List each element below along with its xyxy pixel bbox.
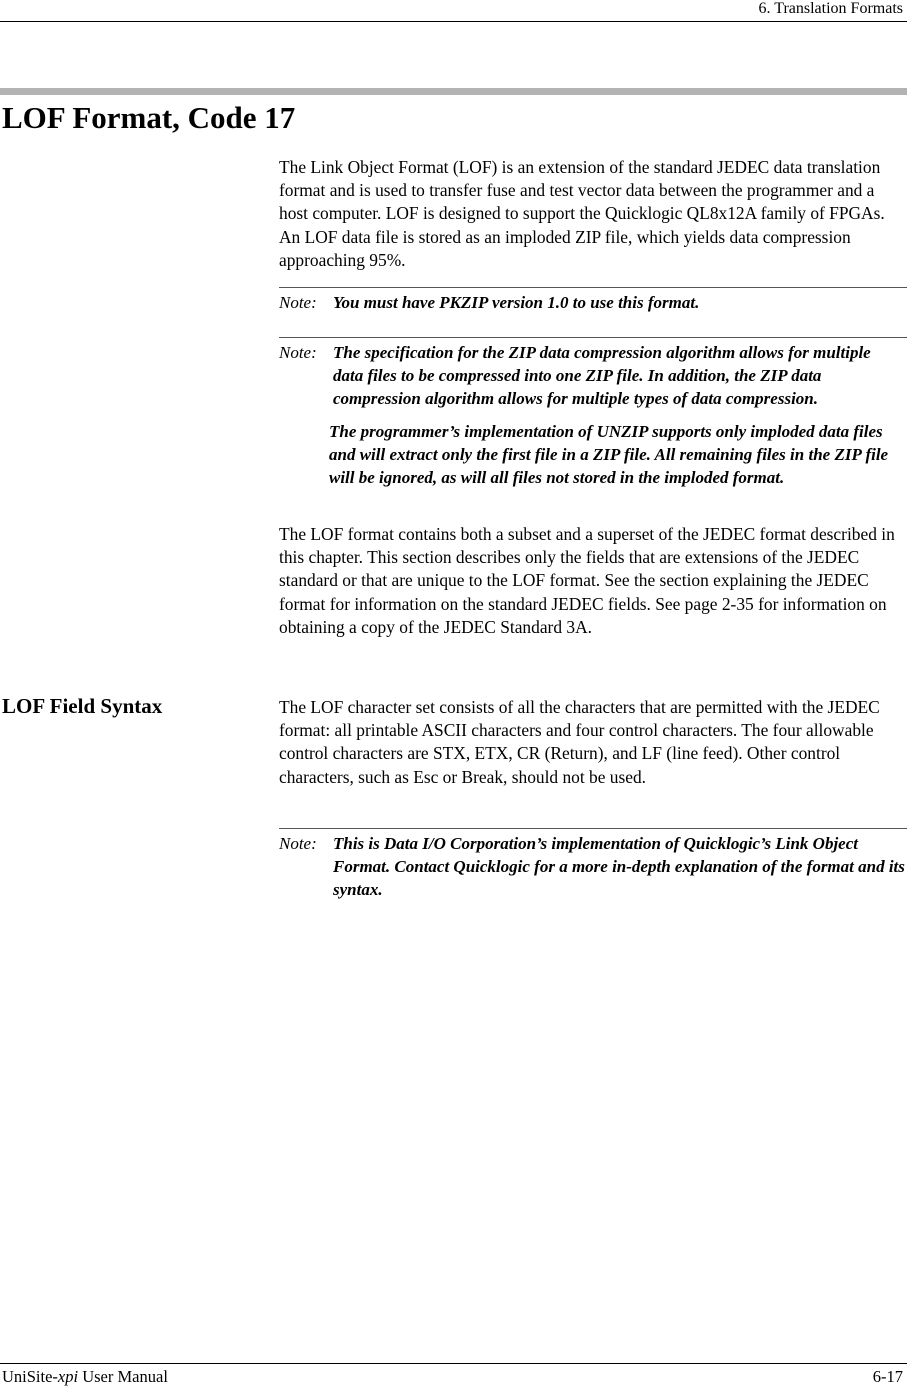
note-rule: [279, 337, 907, 338]
running-header: 6. Translation Formats: [758, 0, 903, 17]
note-pkzip: [279, 291, 905, 314]
footer-rule: [0, 1363, 907, 1364]
field-syntax-paragraph: The LOF character set consists of all the characters that are permitted with the JEDEC format: all printable ASCII characters and four control characters. The four allowable control characters are STX, ETX, CR (Return), and LF (line feed). Other control characters, such as Esc or Break, should not be used.: [279, 697, 880, 787]
page-title: LOF Format, Code 17: [2, 100, 296, 135]
footer-product: UniSite-: [2, 1367, 58, 1386]
note-continuation: The programmer’s implementation of UNZIP supports only imploded data files and will extract only the first file in a ZIP file. All remaining files in the ZIP file will be ignored, as will all files not stored in the imploded format.: [329, 422, 889, 487]
note-zip-spec: [279, 341, 905, 410]
note-label: Note:: [279, 293, 317, 312]
note-implementation: [279, 832, 905, 901]
note-text: You must have PKZIP version 1.0 to use this format.: [333, 293, 700, 312]
footer-manual: User Manual: [78, 1367, 168, 1386]
note-text: This is Data I/O Corporation’s implementation of Quicklogic’s Link Object Format. Contact Quicklogic for a more in-depth explanation of the format and its syntax.: [333, 834, 905, 899]
lof-paragraph: The LOF format contains both a subset and a superset of the JEDEC format described in this chapter. This section describes only the fields that are extensions of the JEDEC standard or that are unique to the LOF format. See the section explaining the JEDEC format for information on the standard JEDEC fields. See page 2-35 for information on obtaining a copy of the JEDEC Standard 3A.: [279, 524, 895, 637]
header-rule: [0, 21, 907, 22]
section-heading: LOF Field Syntax: [2, 694, 163, 718]
intro-paragraph: The Link Object Format (LOF) is an extension of the standard JEDEC data translation format and is used to transfer fuse and test vector data between the programmer and a host computer. LOF is designed to support the Quicklogic QL8x12A family of FPGAs. An LOF data file is stored as an imploded ZIP file, which yields data compression approaching 95%.: [279, 157, 885, 270]
page-number: 6-17: [872, 1367, 903, 1386]
section-bar: [0, 88, 907, 95]
footer-product-suffix: xpi: [57, 1367, 79, 1386]
note-rule: [279, 828, 907, 829]
note-text: The specification for the ZIP data compression algorithm allows for multiple data files to be compressed into one ZIP file. In addition, the ZIP data compression algorithm allows for multiple types of data compression.: [333, 343, 871, 408]
note-label: Note:: [279, 343, 317, 362]
note-rule: [279, 287, 907, 288]
note-label: Note:: [279, 834, 317, 853]
footer-manual-title: [2, 1367, 168, 1387]
